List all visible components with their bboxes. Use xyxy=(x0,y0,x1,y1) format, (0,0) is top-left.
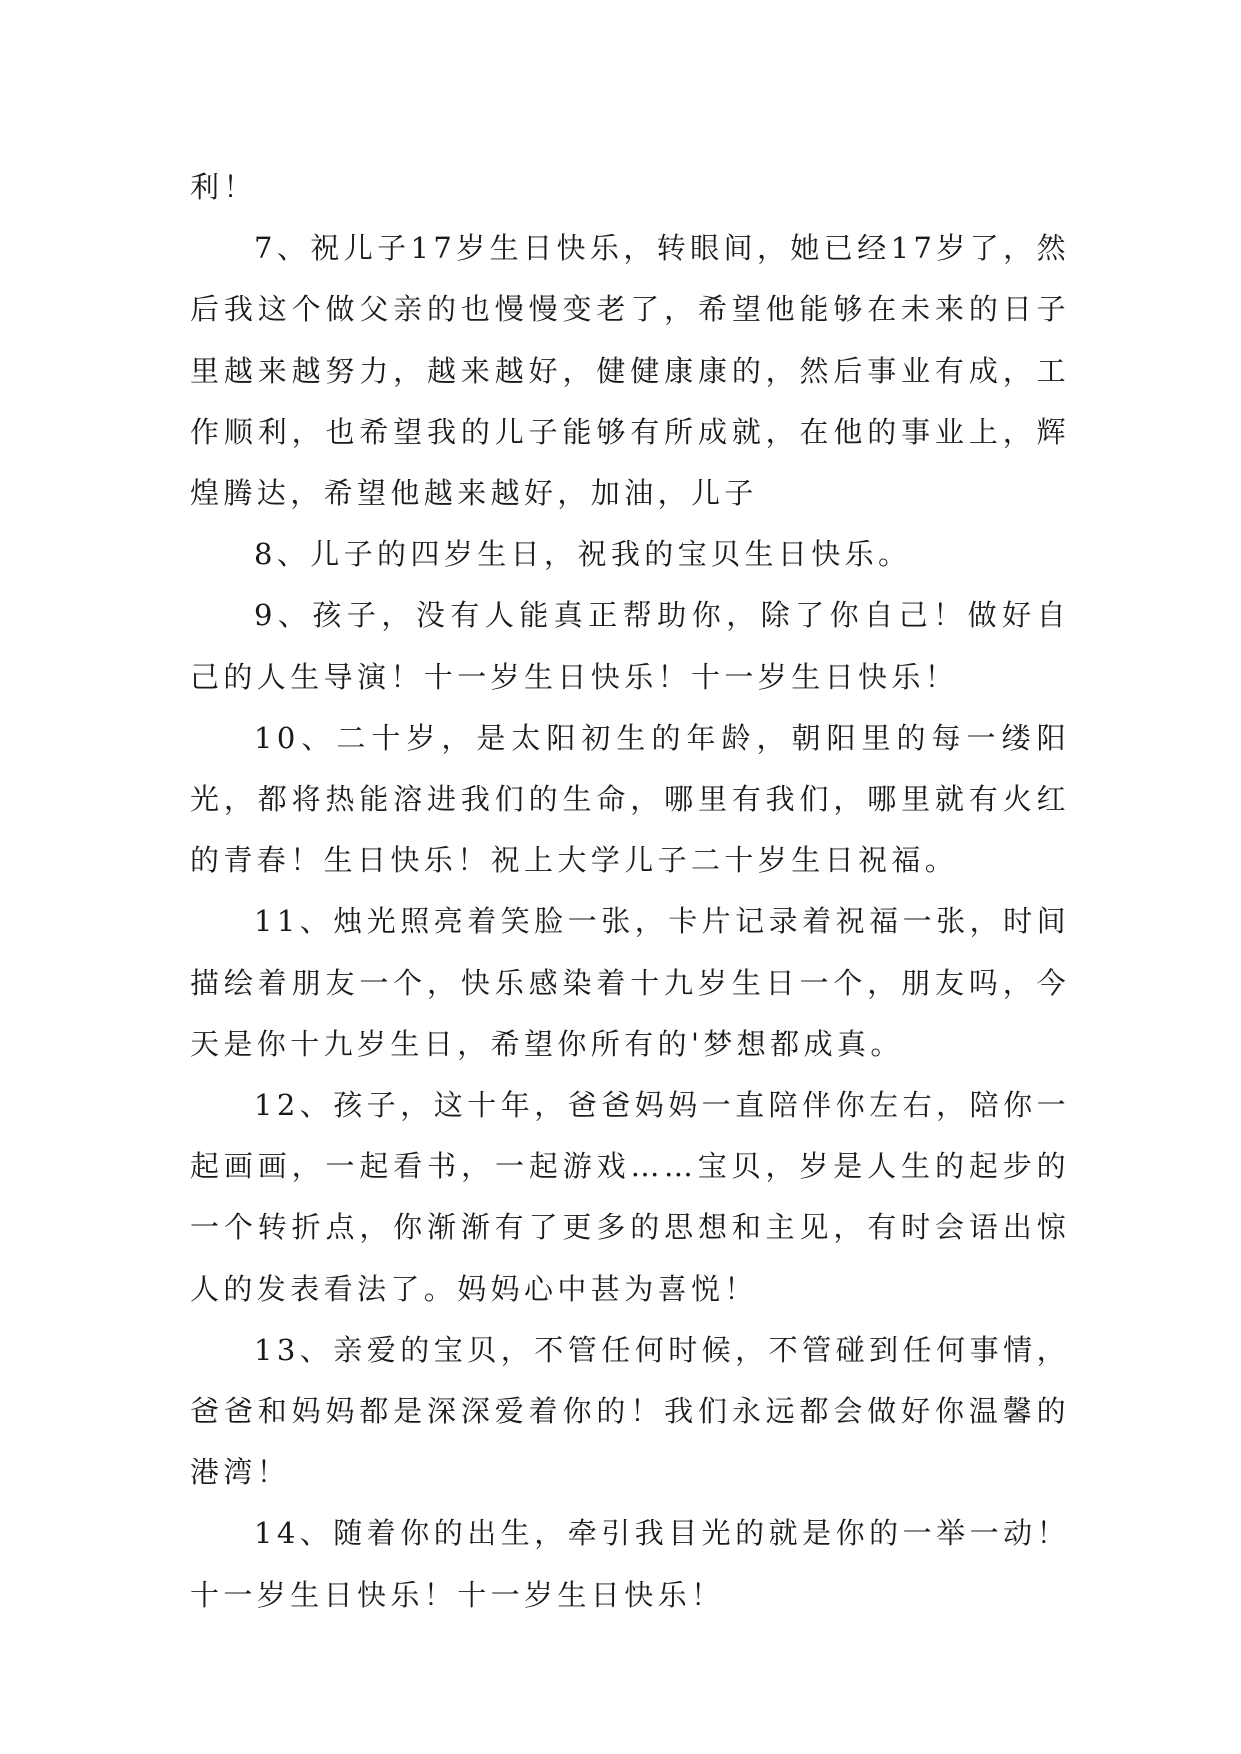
paragraph-item-9: 9、孩子，没有人能真正帮助你，除了你自己！做好自己的人生导演！十一岁生日快乐！十一岁生日快乐！ xyxy=(190,598,1070,694)
paragraph-continuation: 利！ xyxy=(190,170,257,204)
document-body xyxy=(190,157,1070,1626)
paragraph-item-12: 12、孩子，这十年，爸爸妈妈一直陪伴你左右，陪你一起画画，一起看书，一起游戏……宝贝，岁是人生的起步的一个转折点，你渐渐有了更多的思想和主见，有时会语出惊人的发表看法了。妈妈心中甚为喜悦！ xyxy=(190,1088,1070,1306)
paragraph-item-10: 10、二十岁，是太阳初生的年龄，朝阳里的每一缕阳光，都将热能溶进我们的生命，哪里有我们，哪里就有火红的青春！生日快乐！祝上大学儿子二十岁生日祝福。 xyxy=(190,720,1070,878)
paragraph-item-11: 11、烛光照亮着笑脸一张，卡片记录着祝福一张，时间描绘着朋友一个，快乐感染着十九岁生日一个，朋友吗，今天是你十九岁生日，希望你所有的'梦想都成真。 xyxy=(190,904,1070,1061)
paragraph-item-7: 7、祝儿子17岁生日快乐，转眼间，她已经17岁了，然后我这个做父亲的也慢慢变老了，希望他能够在未来的日子里越来越努力，越来越好，健健康康的，然后事业有成，工作顺利，也希望我的儿子能够有所成就，在他的事业上，辉煌腾达，希望他越来越好，加油，儿子 xyxy=(190,231,1070,511)
paragraph-item-14: 14、随着你的出生，牵引我目光的就是你的一举一动！十一岁生日快乐！十一岁生日快乐！ xyxy=(190,1516,1070,1612)
paragraph-item-13: 13、亲爱的宝贝，不管任何时候，不管碰到任何事情，爸爸和妈妈都是深深爱着你的！我们永远都会做好你温馨的港湾！ xyxy=(190,1332,1070,1490)
paragraph-item-8: 8、儿子的四岁生日，祝我的宝贝生日快乐。 xyxy=(254,537,912,572)
